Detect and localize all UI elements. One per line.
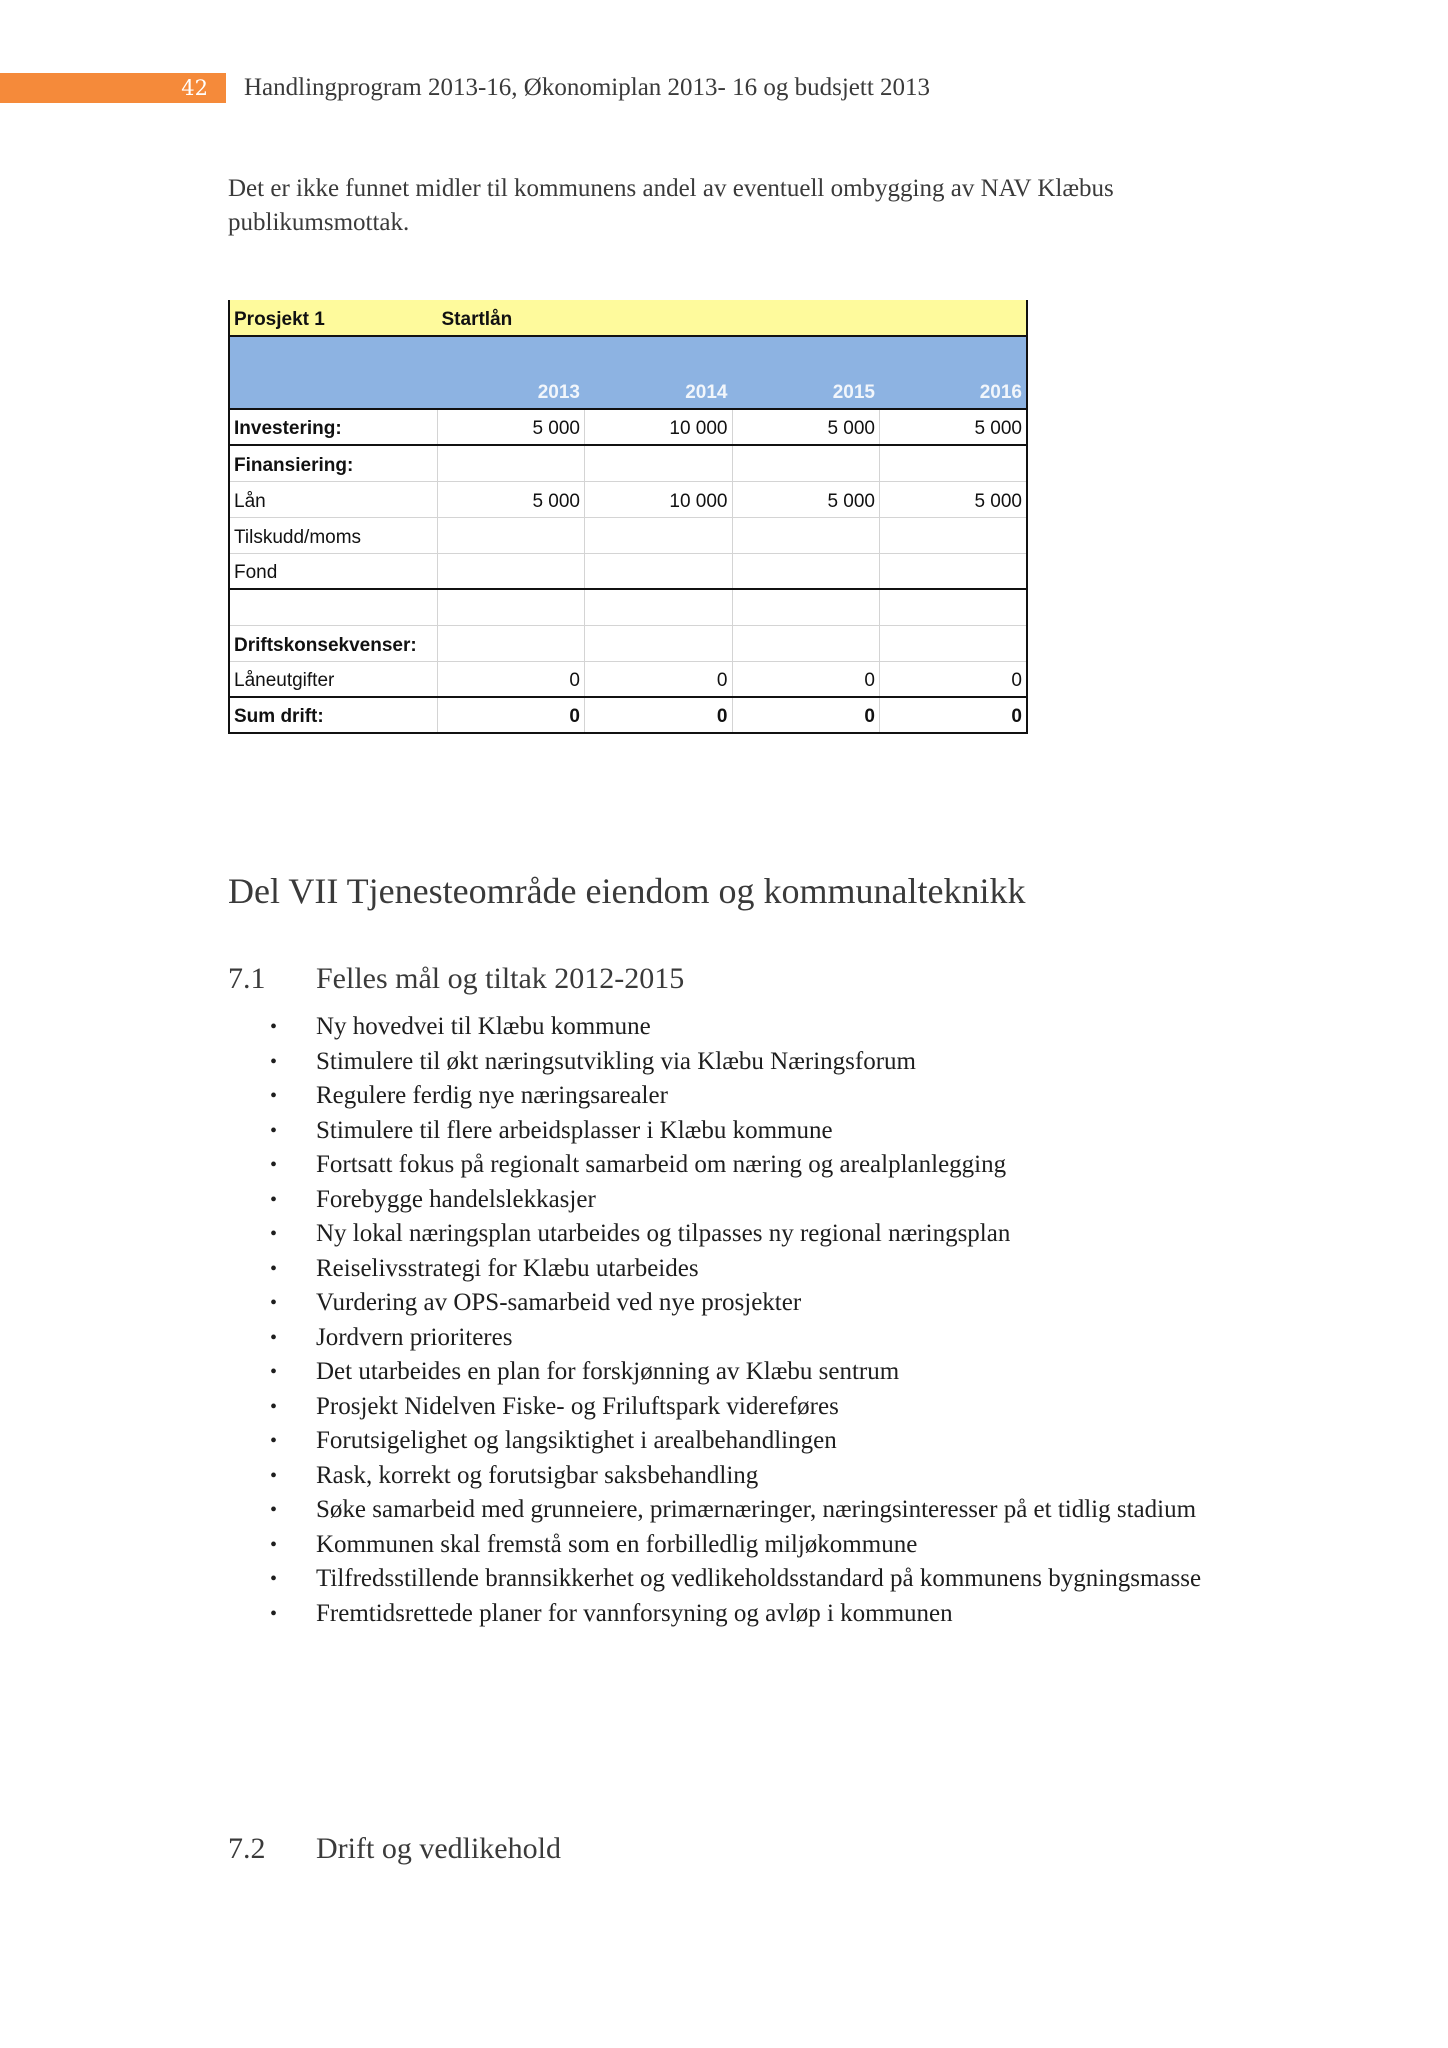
cell-empty	[437, 553, 585, 589]
bullet-icon: •	[270, 1223, 278, 1245]
list-item-text: Forutsigelighet og langsiktighet i arealbehandlingen	[316, 1427, 837, 1454]
row-label: Tilskudd/moms	[229, 517, 437, 553]
list-item	[228, 1390, 1268, 1425]
table-row-tilskudd	[229, 517, 1027, 553]
cell-empty	[880, 625, 1028, 661]
bullet-icon: •	[270, 1188, 278, 1211]
cell-value: 0	[437, 697, 585, 733]
cell-empty	[585, 589, 733, 625]
cell-empty	[732, 553, 880, 589]
cell-empty	[229, 589, 437, 625]
project-label: Prosjekt 1	[229, 300, 437, 336]
year-header: 2013	[437, 336, 585, 409]
cell-value: 5 000	[437, 481, 585, 517]
bullet-icon: •	[270, 1430, 278, 1452]
table-row-sum-drift	[229, 697, 1027, 733]
cell-value: 0	[437, 661, 585, 697]
subsection-title: Drift og vedlikehold	[316, 1832, 561, 1865]
cell-empty	[437, 445, 585, 481]
cell-value: 0	[880, 661, 1028, 697]
row-label: Lån	[229, 481, 437, 517]
cell-value: 5 000	[732, 409, 880, 445]
table-year-header-row	[229, 336, 1027, 409]
bullet-icon: •	[270, 1050, 278, 1073]
cell-empty	[732, 625, 880, 661]
list-item-text: Stimulere til økt næringsutvikling via Klæbu Næringsforum	[316, 1047, 916, 1075]
list-item-text: Søke samarbeid med grunneiere, primærnæringer, næringsinteresser på et tidlig stadium	[316, 1496, 1197, 1523]
bullet-icon: •	[270, 1154, 278, 1176]
list-item	[228, 1045, 1268, 1080]
subsection-number: 7.2	[228, 1832, 266, 1865]
document-title: Handlingprogram 2013-16, Økonomiplan 2013- 16 og budsjett 2013	[244, 74, 931, 101]
cell-value: 5 000	[880, 481, 1028, 517]
list-item-text: Rask, korrekt og forutsigbar saksbehandling	[316, 1461, 759, 1489]
cell-value: 0	[732, 661, 880, 697]
table-title-row	[229, 300, 1027, 336]
subsection-title: Felles mål og tiltak 2012-2015	[316, 962, 685, 995]
list-item-text: Jordvern prioriteres	[316, 1323, 513, 1351]
list-item-text: Vurdering av OPS-samarbeid ved nye prosjekter	[316, 1289, 802, 1316]
bullet-icon: •	[270, 1326, 278, 1349]
year-header: 2015	[732, 336, 880, 409]
bullet-icon: •	[270, 1016, 278, 1038]
cell-empty	[880, 517, 1028, 553]
list-item	[228, 1286, 1268, 1321]
year-header: 2016	[880, 336, 1028, 409]
list-item-text: Regulere ferdig nye næringsarealer	[316, 1082, 668, 1109]
subsection-heading-7-1	[228, 962, 684, 996]
row-label: Driftskonsekvenser:	[229, 625, 437, 661]
list-item-text: Tilfredsstillende brannsikkerhet og vedlikeholdsstandard på kommunens bygningsmasse	[316, 1565, 1202, 1592]
bullet-icon: •	[270, 1292, 278, 1314]
cell-value: 0	[732, 697, 880, 733]
table-row-investering	[229, 409, 1027, 445]
list-item-text: Ny hovedvei til Klæbu kommune	[316, 1013, 651, 1040]
list-item-text: Fortsatt fokus på regionalt samarbeid om næring og arealplanlegging	[316, 1151, 1007, 1178]
list-item	[228, 1010, 1268, 1045]
bullet-icon: •	[270, 1499, 278, 1521]
list-item-text: Fremtidsrettede planer for vannforsyning og avløp i kommunen	[316, 1599, 953, 1627]
list-item-text: Forebygge handelslekkasjer	[316, 1185, 596, 1213]
list-item-text: Det utarbeides en plan for forskjønning av Klæbu sentrum	[316, 1358, 900, 1385]
cell-empty	[437, 625, 585, 661]
cell-value: 10 000	[585, 481, 733, 517]
bullet-icon: •	[270, 1395, 278, 1418]
list-item	[228, 1424, 1268, 1459]
cell-value: 5 000	[732, 481, 880, 517]
cell-value: 5 000	[437, 409, 585, 445]
list-item-text: Reiselivsstrategi for Klæbu utarbeides	[316, 1254, 699, 1282]
cell-empty	[585, 553, 733, 589]
cell-empty	[585, 625, 733, 661]
list-item	[228, 1252, 1268, 1287]
table-row-driftskonsekvenser	[229, 625, 1027, 661]
list-item	[228, 1493, 1268, 1528]
list-item	[228, 1321, 1268, 1356]
list-item	[228, 1183, 1268, 1218]
cell-value: 5 000	[880, 409, 1028, 445]
list-item	[228, 1562, 1268, 1597]
list-item	[228, 1217, 1268, 1252]
bullet-icon: •	[270, 1533, 278, 1556]
cell-empty	[437, 517, 585, 553]
year-header-empty	[229, 336, 437, 409]
subsection-heading-7-2	[228, 1832, 561, 1866]
intro-paragraph: Det er ikke funnet midler til kommunens andel av eventuell ombygging av NAV Klæbus publikumsmottak.	[228, 175, 1114, 236]
table-row-finansiering	[229, 445, 1027, 481]
page-header	[0, 73, 1448, 103]
row-label: Sum drift:	[229, 697, 437, 733]
table-row-laan	[229, 481, 1027, 517]
cell-empty	[437, 589, 585, 625]
project-name: Startlån	[437, 300, 1027, 336]
bullet-icon: •	[270, 1361, 278, 1383]
row-label: Finansiering:	[229, 445, 437, 481]
cell-value: 10 000	[585, 409, 733, 445]
bullet-icon: •	[270, 1568, 278, 1590]
cell-empty	[732, 445, 880, 481]
bullet-icon: •	[270, 1119, 278, 1142]
cell-empty	[880, 445, 1028, 481]
bullet-icon: •	[270, 1602, 278, 1625]
list-item	[228, 1079, 1268, 1114]
list-item	[228, 1528, 1268, 1563]
subsection-number: 7.1	[228, 962, 266, 995]
cell-empty	[880, 553, 1028, 589]
table-row-fond	[229, 553, 1027, 589]
list-item	[228, 1597, 1268, 1632]
cell-empty	[732, 589, 880, 625]
list-item	[228, 1355, 1268, 1390]
goals-list	[228, 1010, 1268, 1631]
table-row-spacer	[229, 589, 1027, 625]
cell-value: 0	[585, 697, 733, 733]
cell-empty	[585, 445, 733, 481]
table-row-laaneutgifter	[229, 661, 1027, 697]
row-label: Investering:	[229, 409, 437, 445]
cell-empty	[880, 589, 1028, 625]
section-heading: Del VII Tjenesteområde eiendom og kommunalteknikk	[228, 871, 1026, 911]
budget-table	[228, 300, 1028, 734]
row-label: Låneutgifter	[229, 661, 437, 697]
cell-empty	[732, 517, 880, 553]
cell-empty	[585, 517, 733, 553]
list-item-text: Ny lokal næringsplan utarbeides og tilpasses ny regional næringsplan	[316, 1220, 1011, 1247]
cell-value: 0	[585, 661, 733, 697]
list-item-text: Kommunen skal fremstå som en forbilledlig miljøkommune	[316, 1530, 918, 1558]
list-item	[228, 1148, 1268, 1183]
bullet-icon: •	[270, 1464, 278, 1487]
row-label: Fond	[229, 553, 437, 589]
list-item	[228, 1459, 1268, 1494]
list-item-text: Prosjekt Nidelven Fiske- og Friluftspark videreføres	[316, 1392, 839, 1420]
list-item-text: Stimulere til flere arbeidsplasser i Klæbu kommune	[316, 1116, 833, 1144]
bullet-icon: •	[270, 1257, 278, 1280]
year-header: 2014	[585, 336, 733, 409]
bullet-icon: •	[270, 1085, 278, 1107]
list-item	[228, 1114, 1268, 1149]
page-number: 42	[0, 73, 226, 103]
cell-value: 0	[880, 697, 1028, 733]
